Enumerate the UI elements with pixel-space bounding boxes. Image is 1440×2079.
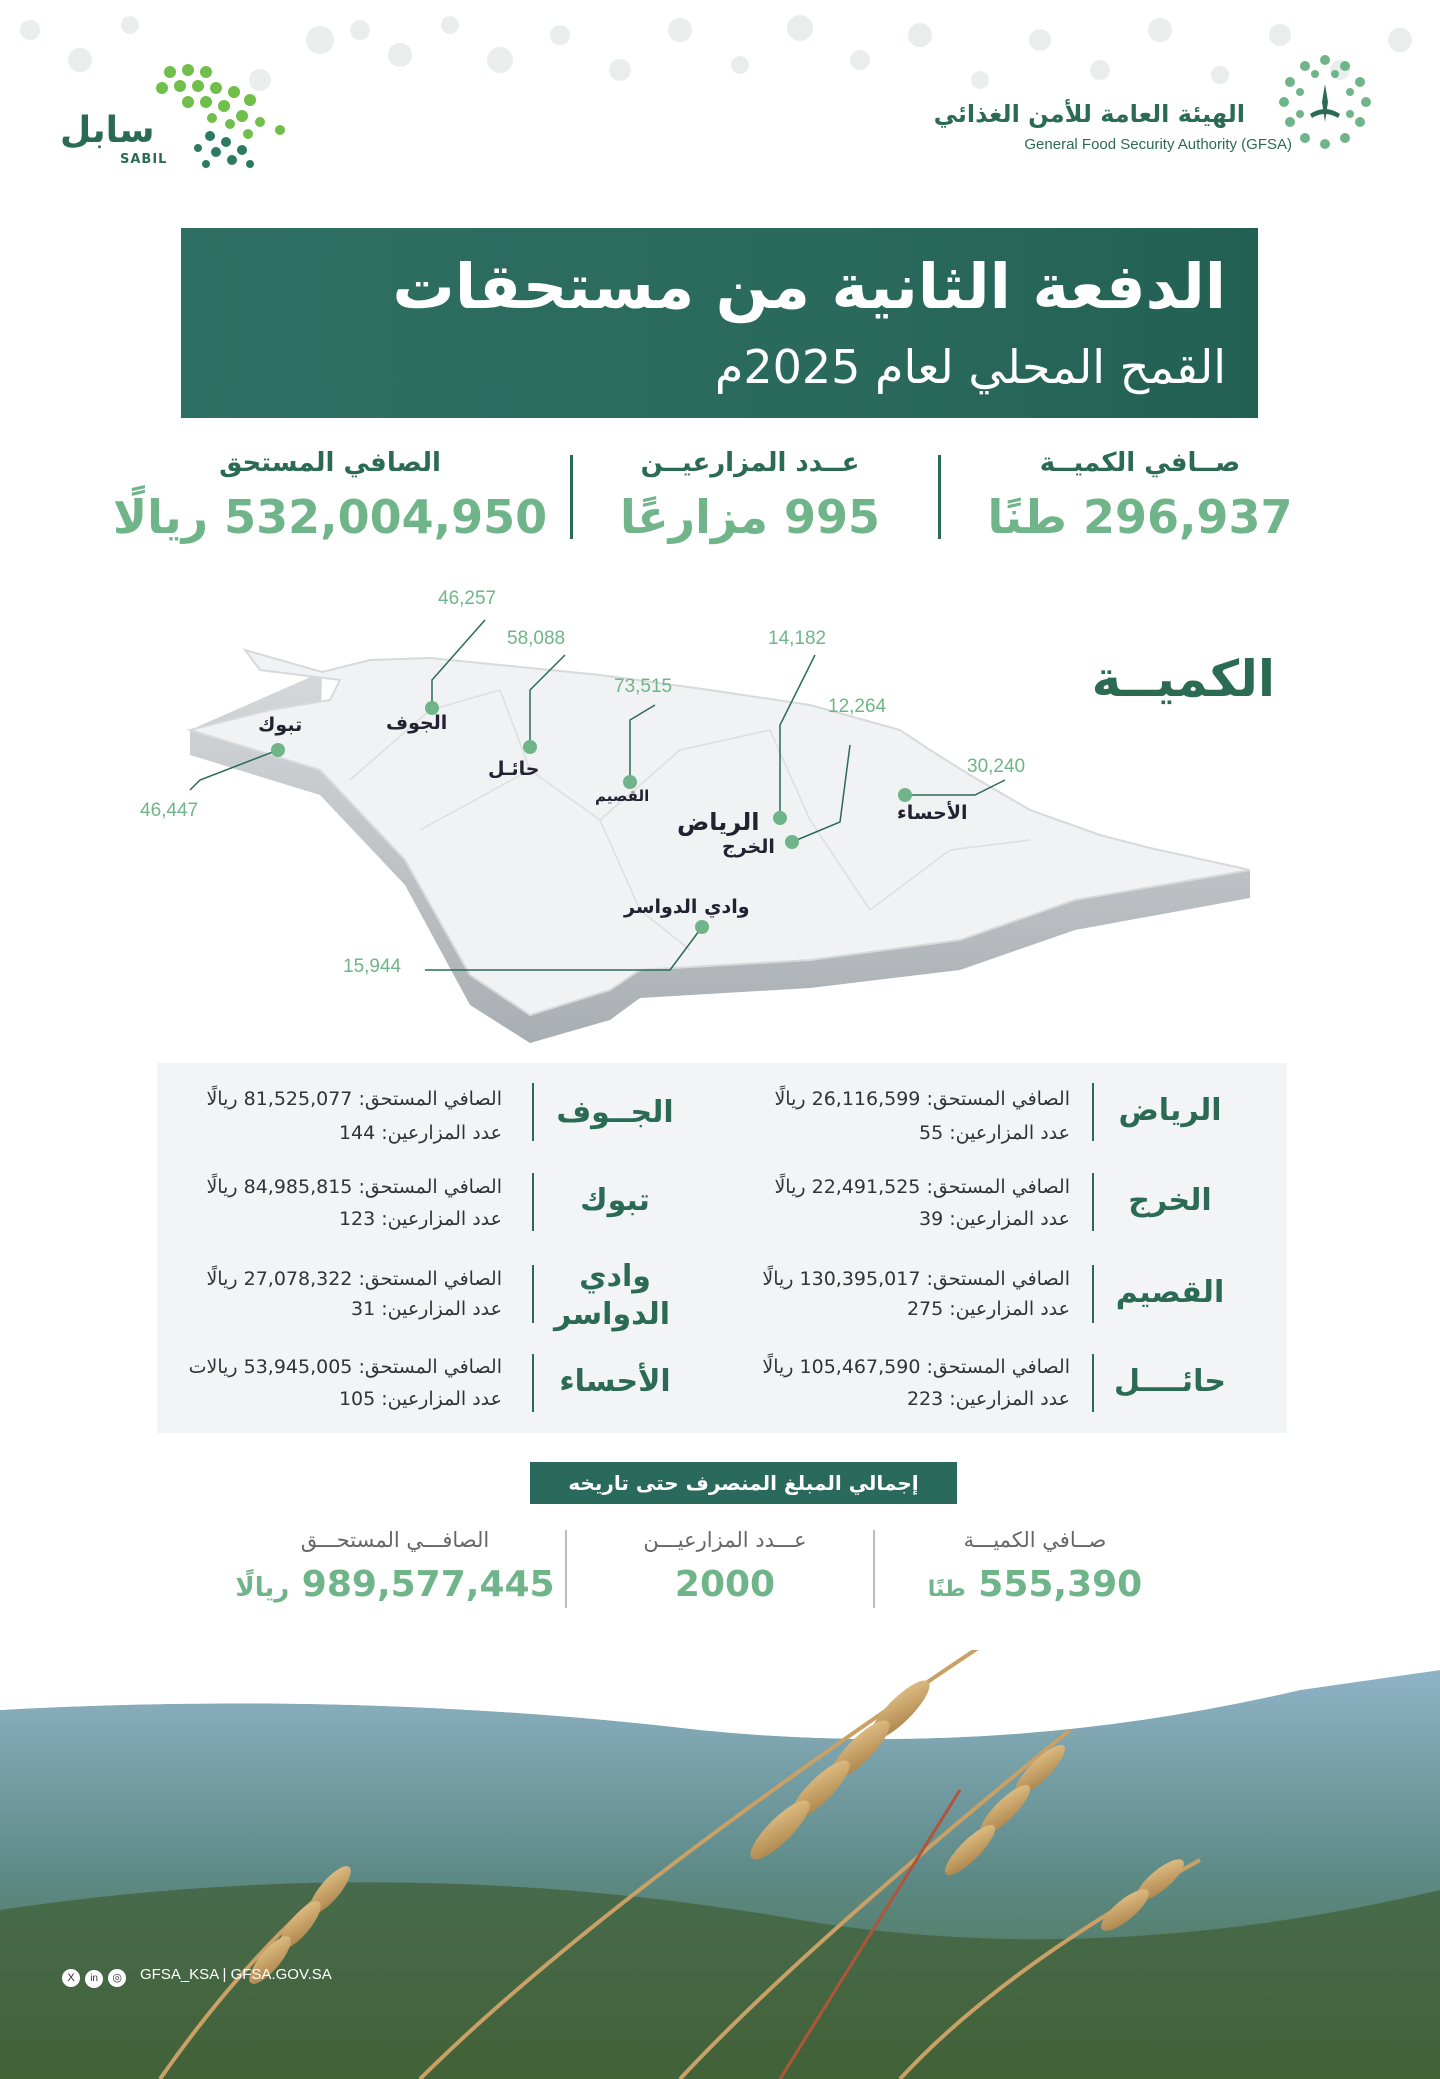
- stat-farmers-value: 995 مزارعًا: [619, 490, 881, 544]
- amount-value: 53,945,005 ريالات: [188, 1356, 353, 1378]
- farmers-label: عدد المزارعين:: [381, 1388, 502, 1410]
- total-amount-value: 989,577,445: [301, 1564, 555, 1605]
- authority-name-ar: الهيئة العامة للأمن الغذائي: [933, 100, 1245, 128]
- region-amount: [206, 1268, 502, 1290]
- map-label-tabuk: تبوك: [258, 714, 303, 736]
- amount-value: 27,078,322 ريالًا: [206, 1268, 353, 1290]
- region-amount: [206, 1176, 502, 1198]
- amount-label: الصافي المستحق:: [358, 1268, 502, 1290]
- farmers-value: 144: [338, 1122, 376, 1144]
- region-divider: [532, 1265, 534, 1323]
- amount-value: 130,395,017 ريالًا: [762, 1268, 921, 1290]
- footer-handle[interactable]: GFSA_KSA | GFSA.GOV.SA: [140, 1966, 332, 1983]
- map-value-alahsa: 30,240: [967, 756, 1026, 777]
- total-amount: [230, 1564, 560, 1605]
- map-label-wadi-aldawasir: وادي الدواسر: [624, 896, 750, 918]
- total-quantity: [890, 1564, 1180, 1605]
- map-value-aljouf: 46,257: [438, 588, 497, 609]
- region-amount: [774, 1176, 1070, 1198]
- stat-quantity-label: صــافي الكميــة: [1039, 448, 1241, 478]
- social-links: [62, 1966, 126, 1988]
- region-name: الخرج: [1128, 1183, 1212, 1218]
- region-amount: [189, 1356, 502, 1378]
- authority-name-en: General Food Security Authority (GFSA): [1024, 136, 1292, 153]
- region-name: حائــــل: [1114, 1364, 1226, 1399]
- amount-label: الصافي المستحق:: [926, 1356, 1070, 1378]
- stat-divider: [570, 455, 573, 539]
- region-farmers: [339, 1388, 502, 1410]
- amount-label: الصافي المستحق:: [358, 1088, 502, 1110]
- farmers-value: 275: [906, 1298, 944, 1320]
- region-farmers: [907, 1298, 1070, 1320]
- region-name: الرياض: [1118, 1093, 1222, 1128]
- x-icon[interactable]: X: [62, 1969, 80, 1987]
- total-quantity-value: 555,390: [978, 1564, 1143, 1605]
- amount-label: الصافي المستحق:: [926, 1088, 1070, 1110]
- farmers-label: عدد المزارعين:: [381, 1208, 502, 1230]
- amount-label: الصافي المستحق:: [358, 1176, 502, 1198]
- region-divider: [532, 1083, 534, 1141]
- map-value-riyadh: 14,182: [768, 628, 827, 649]
- farmers-value: 223: [906, 1388, 944, 1410]
- region-name: تبوك: [580, 1183, 650, 1218]
- title-line-1: الدفعة الثانية من مستحقات: [392, 250, 1226, 323]
- region-name: القصيم: [1115, 1275, 1225, 1310]
- title-line-2: القمح المحلي لعام 2025م: [714, 340, 1226, 394]
- region-farmers: [339, 1122, 502, 1144]
- region-name: الجــوف: [556, 1095, 674, 1130]
- amount-value: 105,467,590 ريالًا: [762, 1356, 921, 1378]
- region-divider: [1092, 1265, 1094, 1323]
- region-divider: [1092, 1354, 1094, 1412]
- map-label-qassim: القصيم: [595, 787, 650, 805]
- map-label-riyadh: الرياض: [677, 808, 760, 836]
- stat-quantity-value: 296,937 طنًا: [987, 490, 1293, 544]
- map-value-alkharj: 12,264: [828, 696, 887, 717]
- region-name: وادي الدواسر: [554, 1259, 670, 1332]
- total-farmers-value: 2000: [674, 1564, 776, 1605]
- region-amount: [206, 1088, 502, 1110]
- map-label-alkharj: الخرج: [722, 836, 775, 858]
- amount-value: 84,985,815 ريالًا: [206, 1176, 353, 1198]
- region-farmers: [919, 1208, 1070, 1230]
- region-farmers: [919, 1122, 1070, 1144]
- map-value-wadi-aldawasir: 15,944: [343, 956, 402, 977]
- region-divider: [1092, 1173, 1094, 1231]
- farmers-value: 55: [919, 1122, 944, 1144]
- region-amount: [774, 1088, 1070, 1110]
- farmers-value: 105: [338, 1388, 376, 1410]
- amount-label: الصافي المستحق:: [926, 1176, 1070, 1198]
- map-label-hail: حائـل: [488, 758, 540, 780]
- farmers-label: عدد المزارعين:: [381, 1122, 502, 1144]
- farmers-label: عدد المزارعين:: [949, 1388, 1070, 1410]
- stat-amount-label: الصافي المستحق: [219, 448, 441, 478]
- region-farmers: [907, 1388, 1070, 1410]
- total-farmers-label: عـــدد المزارعيـــن: [643, 1528, 807, 1552]
- farmers-value: 31: [351, 1298, 376, 1320]
- region-farmers: [339, 1208, 502, 1230]
- farmers-label: عدد المزارعين:: [949, 1208, 1070, 1230]
- amount-label: الصافي المستحق:: [358, 1356, 502, 1378]
- totals-banner: إجمالي المبلغ المنصرف حتى تاريخه: [530, 1462, 957, 1504]
- region-amount: [762, 1356, 1070, 1378]
- map-value-qassim: 73,515: [614, 676, 673, 697]
- totals-divider: [565, 1530, 567, 1608]
- region-name: الأحساء: [559, 1364, 671, 1399]
- stat-amount-value: 532,004,950 ريالًا: [112, 490, 548, 544]
- sabil-name-en: SABIL: [120, 152, 168, 167]
- farmers-label: عدد المزارعين:: [381, 1298, 502, 1320]
- total-quantity-label: صــافي الكميـــة: [963, 1528, 1107, 1552]
- map-label-alahsa: الأحساء: [897, 802, 968, 824]
- total-amount-unit: ريالًا: [235, 1573, 290, 1603]
- amount-value: 26,116,599 ريالًا: [774, 1088, 921, 1110]
- farmers-value: 123: [338, 1208, 376, 1230]
- wheat-field-image: [0, 1650, 1440, 2079]
- total-quantity-unit: طنًا: [927, 1577, 966, 1602]
- sabil-name-ar: سابل: [60, 110, 155, 151]
- stat-farmers-label: عــدد المزارعيــن: [640, 448, 860, 478]
- region-divider: [532, 1173, 534, 1231]
- amount-label: الصافي المستحق:: [926, 1268, 1070, 1290]
- linkedin-icon[interactable]: in: [85, 1970, 103, 1988]
- stat-divider: [938, 455, 941, 539]
- map-value-tabuk: 46,447: [140, 800, 199, 821]
- map-leaders: [0, 560, 1440, 1000]
- total-amount-label: الصافـــي المستحـــق: [300, 1528, 490, 1552]
- region-amount: [762, 1268, 1070, 1290]
- farmers-value: 39: [919, 1208, 944, 1230]
- farmers-label: عدد المزارعين:: [949, 1298, 1070, 1320]
- farmers-label: عدد المزارعين:: [949, 1122, 1070, 1144]
- amount-value: 22,491,525 ريالًا: [774, 1176, 921, 1198]
- amount-value: 81,525,077 ريالًا: [206, 1088, 353, 1110]
- region-divider: [532, 1354, 534, 1412]
- totals-divider: [873, 1530, 875, 1608]
- map-title: الكميــة: [1091, 650, 1275, 708]
- region-divider: [1092, 1083, 1094, 1141]
- region-farmers: [351, 1298, 502, 1320]
- instagram-icon[interactable]: ◎: [108, 1969, 126, 1987]
- map-value-hail: 58,088: [507, 628, 566, 649]
- map-label-aljouf: الجوف: [386, 712, 448, 734]
- title-banner: [181, 228, 1258, 418]
